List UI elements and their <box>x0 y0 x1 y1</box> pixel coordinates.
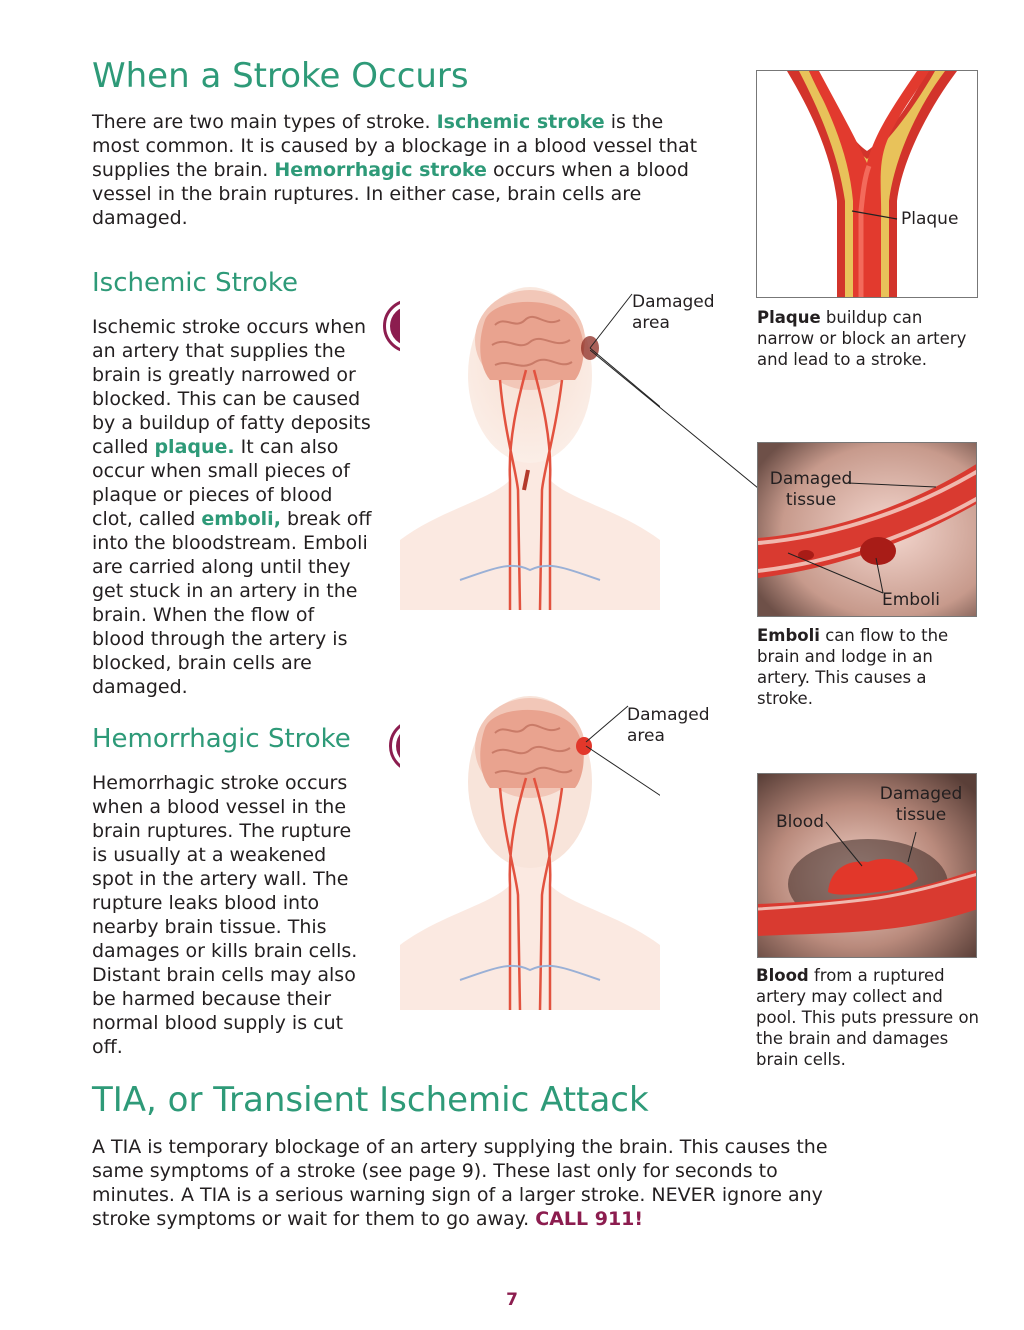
blood-caption <box>756 965 981 1070</box>
tia-paragraph <box>92 1135 852 1231</box>
plaque-term: plaque. <box>154 436 235 458</box>
emboli-caption <box>757 625 987 709</box>
intro-text-3: occurs when a blood vessel in the brain ruptures. In either case, brain cells are damaged. <box>92 159 689 229</box>
intro-text-2: is the most common. It is caused by a blockage in a blood vessel that supplies the brain. <box>92 111 698 181</box>
ischemic-text-3: break off into the bloodstream. Emboli are carried along until they get stuck in an artery in the brain. When the flow of blood through the artery is blocked, brain cells are damaged. <box>92 508 372 698</box>
plaque-caption <box>757 307 982 370</box>
blood-label: Blood <box>776 812 824 832</box>
ischemic-term: Ischemic stroke <box>436 111 605 133</box>
emboli-caption-text: can flow to the brain and lodge in an artery. This causes a stroke. <box>757 626 949 708</box>
intro-paragraph <box>92 110 712 230</box>
blood-caption-text: from a ruptured artery may collect and pool. This puts pressure on the brain and damages brain cells. <box>756 966 980 1069</box>
page-number: 7 <box>506 1290 518 1310</box>
ischemic-pointer-line <box>590 350 760 490</box>
emboli-term: emboli, <box>201 508 281 530</box>
tia-title: TIA, or Transient Ischemic Attack <box>92 1080 649 1120</box>
call-911-text: CALL 911! <box>535 1208 644 1230</box>
plaque-caption-term: Plaque <box>757 308 821 327</box>
plaque-caption-text: buildup can narrow or block an artery and lead to a stroke. <box>757 308 967 369</box>
emboli-label: Emboli <box>882 590 940 610</box>
blood-caption-term: Blood <box>756 966 809 985</box>
emboli-damaged-tissue-label: Damaged tissue <box>769 469 853 510</box>
ischemic-paragraph <box>92 315 372 699</box>
ischemic-text-2: It can also occur when small pieces of plaque or pieces of blood clot, called <box>92 436 350 530</box>
blood-illustration <box>757 773 977 958</box>
plaque-artery-image <box>757 71 978 298</box>
tia-text: A TIA is temporary blockage of an artery supplying the brain. This causes the same symptoms of a stroke (see page 9). These last only for seconds to minutes. A TIA is a serious warning sign of a larger stroke. NEVER ignore any stroke symptoms or wait for them to go away. <box>92 1136 828 1230</box>
ischemic-text-1: Ischemic stroke occurs when an artery that supplies the brain is greatly narrowed or blocked. This can be caused by a buildup of fatty deposits called <box>92 316 371 458</box>
hemorrhagic-paragraph <box>92 771 367 1059</box>
intro-text-1: There are two main types of stroke. <box>92 111 431 133</box>
emboli-illustration <box>757 442 977 617</box>
plaque-label: Plaque <box>901 209 959 229</box>
ischemic-damaged-area-label: Damaged area <box>632 292 715 333</box>
page-title: When a Stroke Occurs <box>92 56 469 96</box>
ischemic-heading: Ischemic Stroke <box>92 268 298 298</box>
hemorrhagic-text: Hemorrhagic stroke occurs when a blood vessel in the brain ruptures. The rupture is usually at a weakened spot in the artery wall. The rupture leaks blood into nearby brain tissue. This damages or kills brain cells. Distant brain cells may also be harmed because their normal blood supply is cut off. <box>92 772 358 1058</box>
blood-damaged-tissue-label: Damaged tissue <box>879 784 963 825</box>
hemorrhagic-damaged-area-label: Damaged area <box>627 705 710 746</box>
plaque-artery-illustration <box>756 70 978 298</box>
hemorrhagic-head-illustration <box>400 690 660 1010</box>
emboli-caption-term: Emboli <box>757 626 820 645</box>
hemorrhagic-term: Hemorrhagic stroke <box>274 159 487 181</box>
hemorrhagic-heading: Hemorrhagic Stroke <box>92 724 351 754</box>
